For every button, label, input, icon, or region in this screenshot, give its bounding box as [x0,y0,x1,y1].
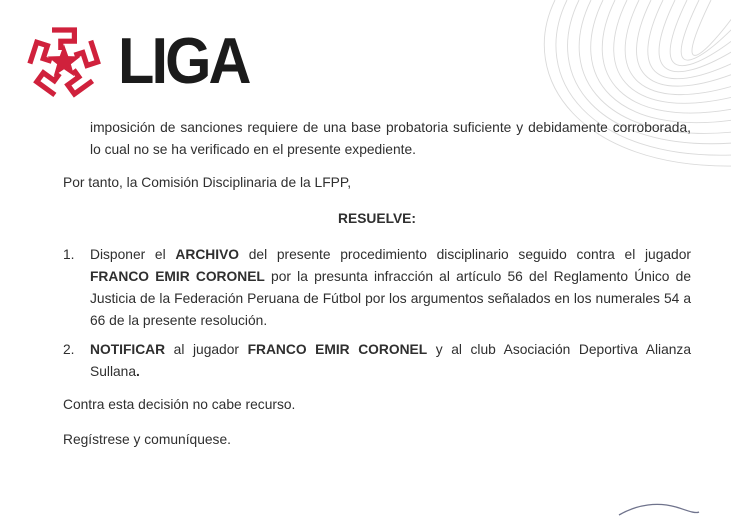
register-line: Regístrese y comuníquese. [63,432,231,447]
resolution-item-2 [63,339,691,383]
item-number: 2. [63,342,75,357]
resolution-item-1 [63,244,691,332]
resolve-heading: RESUELVE: [338,211,416,226]
por-tanto-line: Por tanto, la Comisión Disciplinaria de la LFPP, [63,175,352,190]
item-text: Disponer el ARCHIVO del presente procedimiento disciplinario seguido contra el jugador FRANCO EMIR CORONEL por la presunta infracción al artículo 56 del Reglamento Único de Justicia de la Federación Peruana de Fútbol por los argumentos señalados en los numerales 54 a 66 de la presente resolución. [90,247,691,328]
liga-wordmark: LIGA [118,25,249,98]
liga-logo [22,22,254,102]
no-appeal-line: Contra esta decisión no cabe recurso. [63,397,296,412]
item-number: 1. [63,247,75,262]
signature-stroke-fragment [616,501,702,518]
fpf-crest-icon [22,22,106,102]
item-text: NOTIFICAR al jugador FRANCO EMIR CORONEL y al club Asociación Deportiva Alianza Sullana. [90,342,691,379]
intro-paragraph: imposición de sanciones requiere de una base probatoria suficiente y debidamente corroborada, lo cual no se ha verificado en el presente expediente. [90,120,691,157]
